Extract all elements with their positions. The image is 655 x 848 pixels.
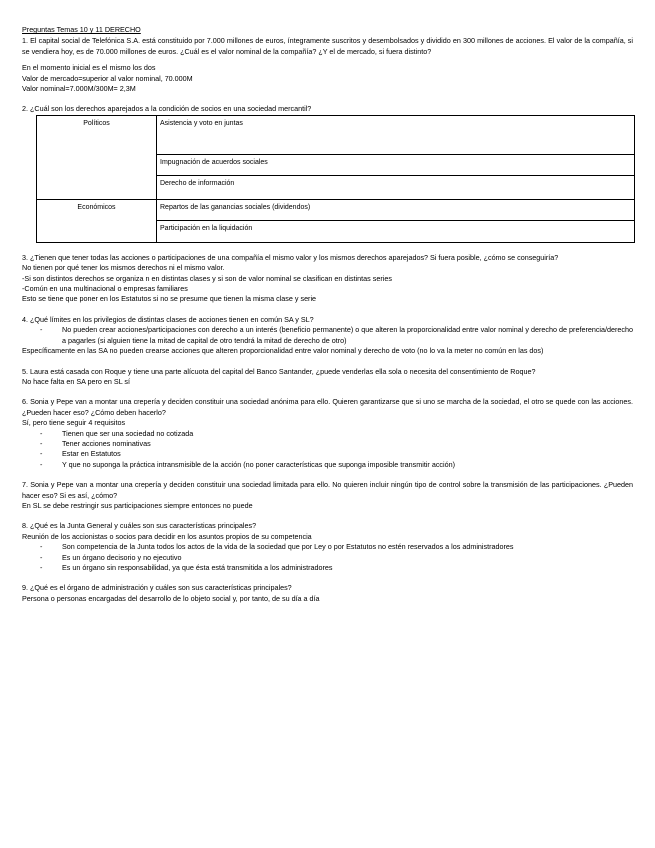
economicos-label: Económicos xyxy=(37,199,157,242)
answer-8-bullet-2: - Es un órgano decisorio y no ejecutivo xyxy=(22,553,633,563)
answer-4-bullet: - No pueden crear acciones/participaciones con derecho a un interés (beneficio permanente) o que alteren la proporcionalidad entre valor nominal y derecho de preferencia/derecho a pagarles (si alguien tiene la mitad de capital de otro tendrá la mitad de derecho de otro) xyxy=(22,325,633,346)
answer-6-intro: Sí, pero tiene seguir 4 requisitos xyxy=(22,418,126,428)
question-3: 3. ¿Tienen que tener todas las acciones o participaciones de una compañía el mismo valor y los mismos derechos aparejados? Si fuera posible, ¿cómo se conseguiría? xyxy=(22,252,559,262)
answer-9: Persona o personas encargadas del desarrollo de lo objeto social y, por tanto, de su día a día xyxy=(22,593,320,603)
answer-6-bullet-2: - Tener acciones nominativas xyxy=(22,439,633,449)
question-2: 2. ¿Cuál son los derechos aparejados a la condición de socios en una sociedad mercantil? xyxy=(22,104,312,114)
document-title: Preguntas Temas 10 y 11 DERECHO xyxy=(22,25,141,34)
politicos-label: Políticos xyxy=(37,115,157,199)
answer-6-bullet-1: - Tienen que ser una sociedad no cotizada xyxy=(22,429,633,439)
answer-4: Específicamente en las SA no pueden crearse acciones que alteren proporcionalidad entre valor nominal y derecho de voto (no lo va la meter no común en las dos) xyxy=(22,346,544,356)
answer-3-line-1: No tienen por qué tener los mismos derechos ni el mismo valor. xyxy=(22,263,225,273)
answer-7: En SL se debe restringir sus participaciones siempre entonces no puede xyxy=(22,500,253,510)
question-6: 6. Sonia y Pepe van a montar una crepería y deciden constituir una sociedad anónima para ello. Quieren garantizarse que si uno se marcha de la sociedad, el otro se quede con las acciones. ¿Pueden hacer eso? ¿Cómo deben hacerlo? xyxy=(22,397,633,417)
answer-6-bullet-3: - Estar en Estatutos xyxy=(22,449,633,459)
politicos-right-1: Asistencia y voto en juntas xyxy=(157,115,635,154)
question-1: 1. El capital social de Telefónica S.A. está constituido por 7.000 millones de euros, íntegramente suscritos y desembolsados y dividido en 300 millones de acciones. El valor de la compañía, si se vendiera hoy, es de 70.000 millones de euros. ¿Cuál es el valor nominal de la compañía? ¿Y el de mercado, si fuera distinto? xyxy=(22,36,633,56)
economicos-right-2: Participación en la liquidación xyxy=(157,220,635,242)
answer-1-line-3: Valor nominal=7.000M/300M= 2,3M xyxy=(22,84,136,94)
answer-1-line-2: Valor de mercado=superior al valor nominal, 70.000M xyxy=(22,73,193,83)
answer-3-line-2: -Si son distintos derechos se organiza n en distintas clases y si son de valor nominal se clasifican en distintas series xyxy=(22,273,392,283)
answer-3-line-3: -Común en una multinacional o empresas familiares xyxy=(22,284,188,294)
answer-3-line-4: Esto se tiene que poner en los Estatutos si no se presume que tienen la misma clase y serie xyxy=(22,294,317,304)
answer-1-line-1: En el momento inicial es el mismo los dos xyxy=(22,63,156,73)
question-4: 4. ¿Qué límites en los privilegios de distintas clases de acciones tienen en común SA y SL? xyxy=(22,314,314,324)
question-8: 8. ¿Qué es la Junta General y cuáles son sus características principales? xyxy=(22,521,257,531)
question-5: 5. Laura está casada con Roque y tiene una parte alícuota del capital del Banco Santander, ¿puede venderlas ella sola o necesita del consentimiento de Roque? xyxy=(22,366,536,376)
answer-6-bullet-4: - Y que no suponga la práctica intransmisible de la acción (no poner características que suponga imposible transmitir acción) xyxy=(22,460,633,470)
question-9: 9. ¿Qué es el órgano de administración y cuáles son sus características principales? xyxy=(22,583,292,593)
answer-8-bullet-1: - Son competencia de la Junta todos los actos de la vida de la sociedad que por Ley o por Estatutos no estén reservados a los administradores xyxy=(22,542,633,552)
politicos-right-3: Derecho de información xyxy=(157,175,635,199)
document-page xyxy=(22,25,633,604)
answer-8-bullet-3: - Es un órgano sin responsabilidad, ya que ésta está transmitida a los administradores xyxy=(22,563,633,573)
answer-8-intro: Reunión de los accionistas o socios para decidir en los asuntos propios de su competencia xyxy=(22,531,312,541)
economicos-right-1: Repartos de las ganancias sociales (dividendos) xyxy=(157,199,635,220)
rights-table xyxy=(36,115,635,243)
answer-5: No hace falta en SA pero en SL sí xyxy=(22,376,131,386)
question-7: 7. Sonia y Pepe van a montar una crepería y deciden constituir una sociedad limitada para ello. No quieren incluir ningún tipo de control sobre la transmisión de las participaciones. ¿Pueden hacer eso? Si es así, ¿cómo? xyxy=(22,480,633,500)
politicos-right-2: Impugnación de acuerdos sociales xyxy=(157,154,635,175)
